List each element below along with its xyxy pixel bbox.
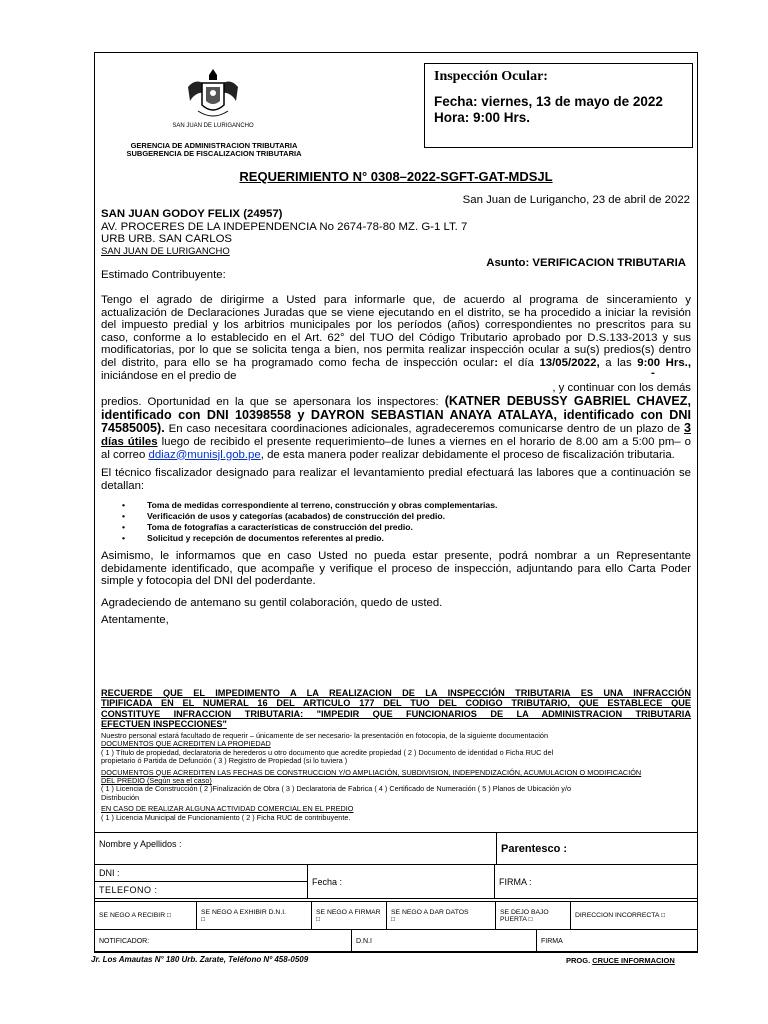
document-title: REQUERIMIENTO N° 0308–2022-SGFT-GAT-MDSJL: [239, 169, 553, 184]
checkbox-icon[interactable]: □: [201, 915, 206, 923]
paragraph-1: [101, 294, 691, 461]
inspection-time-inline: 9:00 Hrs.,: [637, 356, 692, 369]
p1-line-13: [101, 449, 691, 462]
notification-options: [94, 901, 698, 930]
inspection-time: Hora: 9:00 Hrs.: [434, 110, 531, 125]
inspectors: (KATNER DEBUSSY GABRIEL CHAVEZ,: [444, 393, 691, 408]
option-label: SE NEGO A RECIBIR: [99, 912, 166, 919]
p2-line: El técnico fiscalizador designado para realizar el levantamiento predial efectuará las labores que a continuación se: [101, 467, 691, 479]
section-text: ( 1 ) Título de propiedad, declaratoria de herederos u otro documento que acredite propiedad ( 2 ) Documento de identidad o Ficha RUC del: [101, 747, 554, 757]
dni-label: DNI :: [99, 868, 120, 878]
relation-label: Parentesco :: [501, 842, 568, 855]
list-item: [120, 533, 680, 544]
list-item-text: Verificación de usos y categorías (acabados) de construcción del predio.: [147, 511, 446, 521]
notifier-form: [94, 929, 698, 953]
date-label: Fecha :: [312, 876, 343, 887]
p1-line: modificatorias, por lo que se solicita tenga a bien, nos permita realizar inspección ocular a su(s) predios(s) dentro: [101, 344, 691, 357]
addressee-name: SAN JUAN GODOY FELIX (24957): [101, 208, 283, 220]
inspection-box: [424, 63, 693, 148]
closing: Atentamente,: [101, 614, 169, 626]
option-refused-receive[interactable]: [95, 902, 197, 930]
p1-line-9: [101, 395, 691, 409]
addressee-address-1: AV. PROCERES DE LA INDEPENDENCIA No 2674-78-80 MZ. G-1 LT. 7: [101, 220, 468, 233]
section-text: propietario ó Partida de Defunción ( 3 ) Registro de Propiedad (si lo tuviera ): [101, 756, 348, 766]
subject: Asunto: VERIFICACION TRIBUTARIA: [486, 257, 686, 269]
p1-text: predios. Oportunidad en la que se apersonara los inspectores:: [101, 395, 439, 408]
option-label: DIRECCION INCORRECTA: [575, 912, 660, 919]
section-title: EN CASO DE REALIZAR ALGUNA ACTIVIDAD COMERCIAL EN EL PREDIO: [101, 804, 354, 814]
addressee-district: SAN JUAN DE LURIGANCHO: [101, 245, 230, 257]
section-title: DOCUMENTOS QUE ACREDITEN LA PROPIEDAD: [101, 739, 271, 749]
p1-line: actualización de Declaraciones Juradas que se viene ejecutando en el distrito, se ha procedido a iniciar la revisión: [101, 306, 691, 319]
staff-note: Nuestro personal estará facultado de requerir – únicamente de ser necesario- la presentación en fotocopia, de la siguiente documentación: [101, 731, 549, 740]
footer-address: Jr. Los Amautas N° 180 Urb. Zarate, Teléfono Nº 458-0509: [91, 955, 309, 964]
p3-line: simple y fotocopia del DNI del poderdante.: [101, 575, 316, 588]
addressee-address-2: URB URB. SAN CARLOS: [101, 233, 233, 246]
option-label: SE DEJO BAJO PUERTA: [500, 908, 549, 923]
p1-line-10: identificado con DNI 10398558 y DAYRON SEBASTIAN ANAYA ATALAYA, identificado con DNI: [101, 408, 691, 423]
section-text: Distribución: [101, 792, 140, 802]
list-item: [120, 522, 680, 533]
logo-text: SAN JUAN DE LURIGANCHO: [172, 123, 254, 129]
p1-line: Tengo el agrado de dirigirme a Usted para informarle que, de acuerdo al programa de sinceramiento y: [101, 294, 691, 306]
list-item: [120, 511, 680, 522]
org-line-2: SUBGERENCIA DE FISCALIZACION TRIBUTARIA: [126, 149, 302, 158]
notifier-dni-field[interactable]: [352, 930, 537, 953]
p1-line-6: [101, 357, 691, 370]
option-label: SE NEGO A FIRMAR: [316, 908, 381, 916]
p1-line-7: [101, 366, 691, 383]
notice-line: CONSTITUYE INFRACCION TRIBUTARIA: "IMPEDIR QUE FUNCIONARIOS DE LA ADMINISTRACION TRIBUTARIA: [101, 708, 691, 719]
p1-line-8: , y continuar con los demás: [552, 382, 691, 395]
org-line-1: GERENCIA DE ADMINISTRACION TRIBUTARIA: [130, 141, 298, 150]
notifier-dni-label: D.N.I: [356, 937, 372, 945]
p1-text: iniciándose en el predio de: [101, 369, 237, 382]
p3-line: debidamente identificado, que acompañe y verifique el proceso de inspección, adjuntando para ello Carta Poder: [101, 562, 691, 575]
checkbox-icon[interactable]: □: [528, 915, 533, 923]
option-refused-sign[interactable]: [312, 902, 387, 930]
notice-line: RECUERDE QUE EL IMPEDIMENTO A LA REALIZACION DE LA INSPECCIÓN TRIBUTARIA ES UNA INFRACCIÓN: [101, 688, 691, 698]
id-signature-form: [94, 864, 698, 899]
option-refused-data[interactable]: [387, 902, 496, 930]
p1-text: del distrito, para ello se ha programado como fecha de inspección ocular: [101, 356, 495, 369]
prog-label: PROG.: [566, 956, 591, 965]
list-item-text: Solicitud y recepción de documentos referentes al predio.: [147, 533, 384, 543]
section-text: ( 1 ) Licencia Municipal de Funcionamiento ( 2 ) Ficha RUC de contribuyente.: [101, 812, 351, 822]
paragraph-3: [101, 550, 691, 588]
bullet-icon: •: [122, 500, 126, 510]
option-label: SE NEGO A DAR DATOS: [391, 908, 469, 916]
deadline-number: 3: [683, 421, 691, 436]
phone-label: TELEFONO :: [99, 885, 158, 895]
p1-text: En caso necesitara coordinaciones adicionales, agradeceremos comunicarse dentro de un plazo de: [164, 423, 684, 436]
list-item: [120, 500, 680, 511]
place-date: San Juan de Lurigancho, 23 de abril de 2022: [462, 194, 690, 206]
relation-field[interactable]: [497, 833, 698, 865]
municipal-crest-logo: [172, 67, 254, 131]
required-documents: [101, 732, 696, 822]
prog-value: CRUCE INFORMACION: [592, 956, 675, 965]
dni-field[interactable]: [95, 865, 308, 882]
notice-line: TIPIFICADA EN EL NUMERAL 16 DEL ARTICULO 177 DEL TUO DEL CODIGO TRIBUTARIO, QUE ESTABLECE QUE: [101, 698, 691, 709]
checkbox-icon[interactable]: □: [391, 915, 396, 923]
option-label: SE NEGO A EXHIBIR D.N.I.: [201, 908, 286, 916]
p2-line: detallan:: [101, 479, 145, 492]
option-wrong-address[interactable]: [571, 902, 698, 930]
signature-field[interactable]: [495, 865, 698, 899]
checkbox-icon[interactable]: □: [660, 912, 666, 919]
p1-line-12: [101, 436, 691, 449]
org-header: [110, 142, 318, 158]
p1-line: caso, conforme a lo establecido en el Art. 62° del TUO del Código Tributario aprobado por D.S.133-2013 y sus: [101, 331, 691, 344]
name-label: Nombre y Apellidos :: [99, 839, 182, 849]
p1-colon: :: [494, 356, 498, 369]
list-item-text: Toma de medidas correspondiente al terreno, construcción y obras complementarias.: [147, 500, 498, 510]
p1-line-11: [101, 422, 691, 436]
addressee-block: [101, 208, 691, 258]
task-list: [120, 500, 680, 544]
bullet-icon: •: [122, 533, 126, 543]
bullet-icon: •: [122, 522, 126, 532]
checkbox-icon[interactable]: □: [316, 915, 321, 923]
notifier-field[interactable]: [95, 930, 352, 953]
signature-label: FIRMA :: [499, 876, 532, 887]
section-title: DEL PREDIO (Según sea el caso): [101, 776, 212, 786]
option-refused-dni[interactable]: [197, 902, 312, 930]
paragraph-4: Agradeciendo de antemano su gentil colaboración, quedo de usted.: [101, 597, 443, 609]
list-item-text: Toma de fotografías a características de construcción del predio.: [147, 522, 413, 532]
bullet-icon: •: [122, 511, 126, 521]
notifier-signature-label: FIRMA: [541, 937, 563, 945]
infraction-notice: [101, 688, 691, 730]
notifier-label: NOTIFICADOR:: [99, 937, 150, 945]
inspector-dni: 74585005).: [101, 421, 165, 436]
inspection-date: Fecha: viernes, 13 de mayo de 2022: [434, 94, 663, 109]
p1-text: a las: [599, 356, 638, 369]
date-field[interactable]: [308, 865, 495, 899]
notice-line: EFECTUEN INSPECCIONES": [101, 719, 227, 730]
p1-text: luego de recibido el presente requerimiento–de lunes a viernes en el horario de 8.00 am a 5:00 pm– o: [157, 435, 691, 448]
p1-line: del impuesto predial y los arbitrios municipales por los períodos (años) correspondientes no prescritos para su: [101, 319, 691, 332]
p1-text: , de esta manera poder realizar debidamente el proceso de fiscalización tributaria.: [260, 448, 675, 461]
paragraph-2: [101, 467, 691, 492]
email-link[interactable]: ddiaz@munisjl.gob.pe: [148, 448, 261, 461]
name-field[interactable]: [95, 833, 497, 865]
inspection-date-inline: 13/05/2022,: [539, 356, 600, 369]
reception-form: [94, 832, 698, 865]
greeting: Estimado Contribuyente:: [101, 269, 226, 281]
inspection-title: Inspección Ocular:: [434, 69, 548, 84]
footer-prog: [566, 956, 675, 965]
checkbox-icon[interactable]: □: [167, 912, 172, 919]
phone-field[interactable]: [95, 882, 308, 899]
section-title: DOCUMENTOS QUE ACREDITEN LAS FECHAS DE CONSTRUCCION Y/O AMPLIACIÓN, SUBDIVISION, INDEPENDIZACIÓN, ACUMULACION O MODIFICACIÓN: [101, 767, 642, 777]
section-text: ( 1 ) Licencia de Construcción ( 2 )Finalización de Obra ( 3 ) Declaratoria de Fabrica ( 4 ) Certificado de Numeración ( 5 ) Planos de Ubicación y/o: [101, 784, 572, 794]
p3-line: Asimismo, le informamos que en caso Usted no pueda estar presente, podrá nombrar a un Representante: [101, 550, 691, 562]
option-left-under-door[interactable]: [496, 902, 571, 930]
notifier-signature-field[interactable]: [537, 930, 698, 953]
p1-text: el día: [498, 356, 540, 369]
p1-dash: -: [651, 366, 655, 379]
deadline-unit: días útiles: [101, 435, 158, 448]
p1-text: al correo: [101, 448, 149, 461]
